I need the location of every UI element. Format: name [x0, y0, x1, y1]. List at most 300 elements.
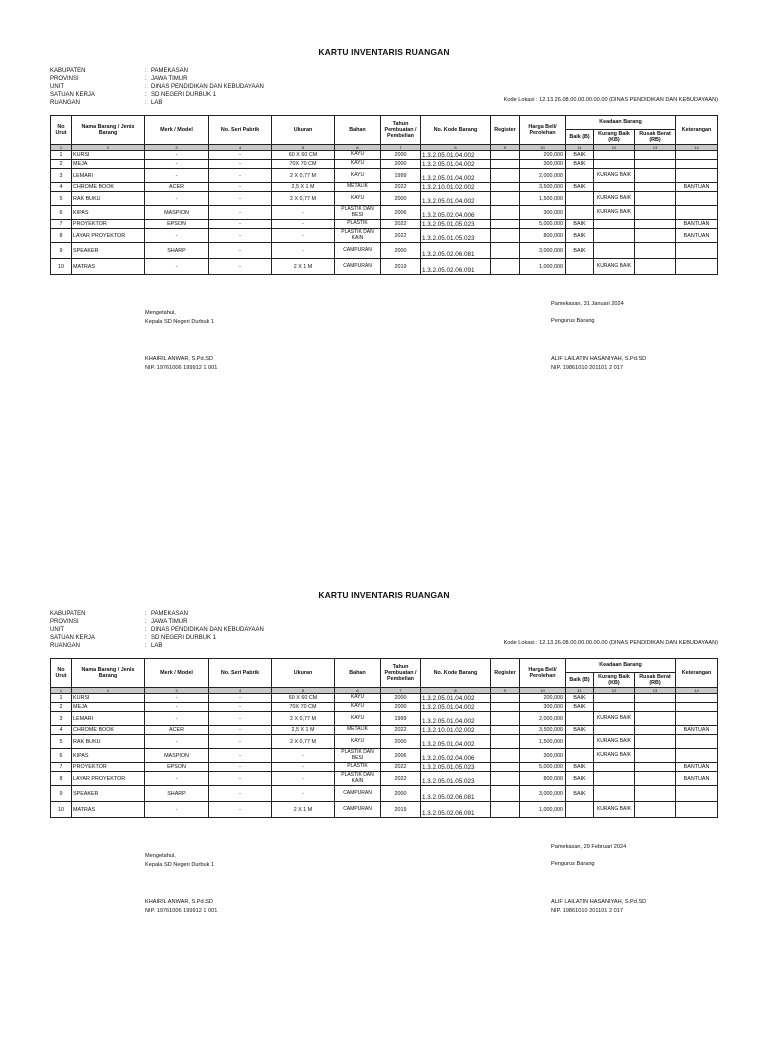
header-merk: Merk / Model: [145, 659, 209, 688]
acknowledgement-label: [145, 309, 214, 326]
column-number: 1: [51, 145, 72, 151]
cell-register: [491, 183, 520, 192]
cell-kode-barang: 1.3.2.05.01.05.023: [421, 229, 491, 243]
cell-kurang-baik: [594, 220, 635, 229]
pengurus-name: ALIF LAILATIN HASANIYAH, S.Pd.SD: [551, 899, 647, 905]
cell-no: 3: [51, 169, 72, 183]
cell-rusak-berat: [635, 192, 676, 206]
cell-kurang-baik: KURANG BAIK: [594, 802, 635, 818]
table-row: [51, 183, 718, 192]
info-row: [50, 642, 264, 650]
cell-kode-barang: 1.3.2.05.01.04.002: [421, 694, 491, 703]
cell-kurang-baik: KURANG BAIK: [594, 735, 635, 749]
cell-nama-barang: PROYEKTOR: [72, 220, 145, 229]
column-number: 11: [566, 145, 594, 151]
info-label: KABUPATEN: [50, 611, 86, 617]
column-number: 6: [335, 688, 381, 694]
info-row: [50, 83, 264, 91]
info-value: JAWA TIMUR: [151, 619, 188, 626]
header-merk: Merk / Model: [145, 116, 209, 145]
cell-merk: -: [145, 703, 209, 712]
cell-no: 10: [51, 802, 72, 818]
card-title: KARTU INVENTARIS RUANGAN: [318, 47, 450, 57]
table-row: [51, 206, 718, 220]
cell-harga: 200,000: [520, 694, 566, 703]
table-row: [51, 192, 718, 206]
cell-merk: -: [145, 151, 209, 160]
cell-rusak-berat: [635, 735, 676, 749]
header-ukuran: Ukuran: [272, 659, 335, 688]
cell-harga: 300,000: [520, 703, 566, 712]
cell-tahun: 2022: [381, 220, 421, 229]
header-no-urut: No Urut: [51, 659, 72, 688]
cell-no: 4: [51, 183, 72, 192]
info-separator: :: [145, 643, 147, 650]
cell-kurang-baik: [594, 229, 635, 243]
table-row: [51, 712, 718, 726]
cell-tahun: 2019: [381, 802, 421, 818]
cell-kode-barang: 1.3.2.05.01.05.023: [421, 220, 491, 229]
cell-no-seri: -: [209, 259, 272, 275]
kepala-name: KHAIRIL ANWAR, S.Pd.SD: [145, 899, 213, 905]
cell-ukuran: 2,5 X 1 M: [272, 726, 335, 735]
cell-kode-barang: 1.3.2.05.01.05.023: [421, 763, 491, 772]
cell-tahun: 2000: [381, 694, 421, 703]
cell-kode-barang: 1.3.2.05.01.04.002: [421, 735, 491, 749]
column-number: 9: [491, 688, 520, 694]
info-value: JAWA TIMUR: [151, 76, 188, 83]
place-date: Pamekasan, 31 Januari 2024: [551, 301, 624, 307]
cell-no-seri: -: [209, 712, 272, 726]
cell-merk: ACER: [145, 726, 209, 735]
cell-bahan: KAYU: [335, 160, 381, 169]
info-row: [50, 67, 264, 75]
cell-ukuran: 2 X 1 M: [272, 259, 335, 275]
table-row: [51, 220, 718, 229]
cell-bahan: CAMPURAN: [335, 802, 381, 818]
cell-bahan: CAMPURAN: [335, 786, 381, 802]
column-number: 10: [520, 145, 566, 151]
header-keterangan: Keterangan: [676, 659, 718, 688]
table-row: [51, 802, 718, 818]
cell-register: [491, 802, 520, 818]
table-row: [51, 151, 718, 160]
cell-bahan: KAYU: [335, 712, 381, 726]
column-number: 14: [676, 145, 718, 151]
cell-no-seri: -: [209, 786, 272, 802]
cell-kurang-baik: [594, 786, 635, 802]
info-label: KABUPATEN: [50, 68, 86, 74]
cell-no: 10: [51, 259, 72, 275]
cell-merk: -: [145, 735, 209, 749]
cell-baik: BAIK: [566, 763, 594, 772]
cell-keterangan: [676, 259, 718, 275]
cell-rusak-berat: [635, 712, 676, 726]
cell-keterangan: [676, 206, 718, 220]
cell-ukuran: 70X 70 CM: [272, 703, 335, 712]
header-register: Register: [491, 116, 520, 145]
info-separator: :: [145, 627, 147, 634]
cell-kode-barang: 1.3.2.10.01.02.002: [421, 726, 491, 735]
cell-no: 4: [51, 726, 72, 735]
cell-baik: BAIK: [566, 772, 594, 786]
info-label: UNIT: [50, 627, 64, 634]
cell-merk: EPSON: [145, 220, 209, 229]
cell-no-seri: -: [209, 243, 272, 259]
cell-no-seri: -: [209, 802, 272, 818]
info-separator: :: [145, 611, 147, 617]
cell-no-seri: -: [209, 229, 272, 243]
cell-nama-barang: LEMARI: [72, 169, 145, 183]
cell-keterangan: [676, 712, 718, 726]
cell-bahan: PLASTIK DAN KAIN: [335, 229, 381, 243]
info-label: SATUAN KERJA: [50, 635, 95, 642]
header-keterangan: Keterangan: [676, 116, 718, 145]
column-number: 5: [272, 145, 335, 151]
column-number: 5: [272, 688, 335, 694]
column-number: 8: [421, 688, 491, 694]
pengurus-title: Pengurus Barang: [551, 318, 595, 324]
column-number: 7: [381, 688, 421, 694]
kepala-signature: [145, 898, 217, 915]
header-info: [50, 67, 264, 107]
table-row: [51, 703, 718, 712]
column-number: 11: [566, 688, 594, 694]
header-tahun: Tahun Pembuatan / Pembelian: [381, 116, 421, 145]
cell-no-seri: -: [209, 694, 272, 703]
column-number: 2: [72, 688, 145, 694]
cell-ukuran: -: [272, 206, 335, 220]
table-body: [51, 694, 718, 818]
cell-register: [491, 220, 520, 229]
column-number: 10: [520, 688, 566, 694]
cell-kode-barang: 1.3.2.05.02.04.006: [421, 749, 491, 763]
cell-harga: 3,500,000: [520, 183, 566, 192]
column-number: 13: [635, 688, 676, 694]
acknowledgement-label: [145, 852, 214, 869]
cell-register: [491, 160, 520, 169]
cell-baik: [566, 169, 594, 183]
cell-rusak-berat: [635, 763, 676, 772]
cell-kode-barang: 1.3.2.05.02.06.091: [421, 259, 491, 275]
header-rusak-berat: Rusak Berat (RB): [635, 130, 676, 145]
cell-rusak-berat: [635, 802, 676, 818]
cell-keterangan: [676, 192, 718, 206]
cell-ukuran: 2 X 1 M: [272, 802, 335, 818]
cell-tahun: 2000: [381, 151, 421, 160]
info-row: [50, 75, 264, 83]
cell-kurang-baik: KURANG BAIK: [594, 192, 635, 206]
cell-no-seri: -: [209, 735, 272, 749]
cell-kurang-baik: [594, 243, 635, 259]
cell-bahan: CAMPURAN: [335, 243, 381, 259]
info-separator: :: [145, 68, 147, 74]
cell-harga: 1,000,000: [520, 802, 566, 818]
header-kurang-baik: Kurang Baik (KB): [594, 130, 635, 145]
cell-nama-barang: MATRAS: [72, 259, 145, 275]
cell-tahun: 2006: [381, 206, 421, 220]
cell-bahan: METALIK: [335, 726, 381, 735]
table-row: [51, 694, 718, 703]
header-info: [50, 610, 264, 650]
cell-register: [491, 786, 520, 802]
cell-merk: -: [145, 259, 209, 275]
cell-harga: 3,000,000: [520, 786, 566, 802]
cell-harga: 3,500,000: [520, 726, 566, 735]
cell-kode-barang: 1.3.2.05.02.06.091: [421, 802, 491, 818]
cell-harga: 300,000: [520, 749, 566, 763]
cell-baik: [566, 259, 594, 275]
info-row: [50, 610, 264, 618]
cell-keterangan: [676, 786, 718, 802]
cell-register: [491, 726, 520, 735]
cell-tahun: 2000: [381, 192, 421, 206]
cell-harga: 800,000: [520, 229, 566, 243]
column-number: 2: [72, 145, 145, 151]
cell-bahan: KAYU: [335, 169, 381, 183]
info-row: [50, 634, 264, 642]
cell-keterangan: BANTUAN: [676, 229, 718, 243]
cell-baik: [566, 802, 594, 818]
cell-merk: MASPION: [145, 206, 209, 220]
column-number: 4: [209, 688, 272, 694]
kepala-title: Kepala SD Negeri Durbuk 1: [145, 861, 215, 868]
cell-no-seri: -: [209, 703, 272, 712]
cell-bahan: CAMPURAN: [335, 259, 381, 275]
cell-kurang-baik: [594, 694, 635, 703]
cell-keterangan: BANTUAN: [676, 183, 718, 192]
header-harga: Harga Beli/ Perolehan: [520, 116, 566, 145]
place-date: Pamekasan, 29 Februari 2024: [551, 844, 627, 850]
cell-tahun: 1999: [381, 169, 421, 183]
column-number: 8: [421, 145, 491, 151]
table-row: [51, 726, 718, 735]
cell-kurang-baik: [594, 772, 635, 786]
cell-kurang-baik: [594, 183, 635, 192]
cell-no-seri: -: [209, 726, 272, 735]
cell-baik: BAIK: [566, 183, 594, 192]
cell-baik: [566, 749, 594, 763]
cell-bahan: PLASTIK: [335, 220, 381, 229]
cell-no: 6: [51, 206, 72, 220]
header-bahan: Bahan: [335, 116, 381, 145]
pengurus-name: ALIF LAILATIN HASANIYAH, S.Pd.SD: [551, 356, 647, 362]
header-no-seri: No. Seri Pabrik: [209, 116, 272, 145]
info-label: UNIT: [50, 84, 64, 91]
cell-no: 7: [51, 763, 72, 772]
cell-register: [491, 259, 520, 275]
cell-register: [491, 169, 520, 183]
cell-baik: BAIK: [566, 786, 594, 802]
cell-nama-barang: KIPAS: [72, 206, 145, 220]
cell-tahun: 2022: [381, 726, 421, 735]
cell-bahan: KAYU: [335, 703, 381, 712]
cell-kode-barang: 1.3.2.05.02.06.081: [421, 243, 491, 259]
cell-harga: 1,000,000: [520, 259, 566, 275]
table-row: [51, 169, 718, 183]
cell-tahun: 1999: [381, 712, 421, 726]
cell-harga: 1,500,000: [520, 735, 566, 749]
cell-merk: -: [145, 229, 209, 243]
cell-no: 5: [51, 192, 72, 206]
cell-rusak-berat: [635, 169, 676, 183]
cell-keterangan: [676, 694, 718, 703]
cell-harga: 5,000,000: [520, 220, 566, 229]
info-label: RUANGAN: [50, 100, 81, 107]
cell-register: [491, 712, 520, 726]
cell-register: [491, 763, 520, 772]
header-bahan: Bahan: [335, 659, 381, 688]
cell-ukuran: -: [272, 763, 335, 772]
info-row: [50, 99, 264, 107]
kepala-signature: [145, 355, 217, 372]
inventory-table: [50, 115, 718, 275]
info-value: SD NEGERI DURBUK 1: [151, 635, 217, 642]
cell-register: [491, 694, 520, 703]
cell-register: [491, 735, 520, 749]
cell-merk: SHARP: [145, 786, 209, 802]
cell-kurang-baik: [594, 160, 635, 169]
cell-nama-barang: LEMARI: [72, 712, 145, 726]
cell-merk: -: [145, 169, 209, 183]
cell-merk: MASPION: [145, 749, 209, 763]
column-number: 7: [381, 145, 421, 151]
pengurus-nip: NIP. 19861010 201101 2 017: [551, 364, 623, 371]
info-value: LAB: [151, 643, 163, 650]
cell-kode-barang: 1.3.2.05.01.04.002: [421, 192, 491, 206]
column-number: 3: [145, 145, 209, 151]
cell-keterangan: BANTUAN: [676, 220, 718, 229]
cell-register: [491, 151, 520, 160]
info-separator: :: [145, 76, 147, 83]
info-value: LAB: [151, 100, 163, 107]
header-keadaan-barang: Keadaan Barang: [566, 116, 676, 130]
cell-bahan: PLASTIK: [335, 763, 381, 772]
cell-tahun: 2022: [381, 229, 421, 243]
cell-keterangan: BANTUAN: [676, 772, 718, 786]
cell-baik: [566, 712, 594, 726]
cell-nama-barang: MEJA: [72, 703, 145, 712]
cell-rusak-berat: [635, 160, 676, 169]
header-keadaan-barang: Keadaan Barang: [566, 659, 676, 673]
cell-keterangan: [676, 802, 718, 818]
cell-merk: -: [145, 192, 209, 206]
cell-no-seri: -: [209, 151, 272, 160]
cell-ukuran: 2 X 0,77 M: [272, 169, 335, 183]
cell-nama-barang: LAYAR PROYEKTOR: [72, 229, 145, 243]
cell-no-seri: -: [209, 220, 272, 229]
cell-register: [491, 206, 520, 220]
cell-merk: -: [145, 694, 209, 703]
cell-bahan: PLASTIK DAN KAIN: [335, 772, 381, 786]
cell-rusak-berat: [635, 726, 676, 735]
table-row: [51, 749, 718, 763]
header-ukuran: Ukuran: [272, 116, 335, 145]
cell-harga: 2,000,000: [520, 169, 566, 183]
pengurus-title: Pengurus Barang: [551, 861, 595, 867]
cell-keterangan: [676, 749, 718, 763]
kepala-nip: NIP. 19761006 199912 1 001: [145, 907, 218, 914]
info-value: SD NEGERI DURBUK 1: [151, 92, 217, 99]
cell-no: 9: [51, 243, 72, 259]
cell-ukuran: 60 X 60 CM: [272, 694, 335, 703]
mengetahui-text: Mengetahui,: [145, 310, 176, 316]
cell-harga: 200,000: [520, 151, 566, 160]
cell-merk: SHARP: [145, 243, 209, 259]
cell-kode-barang: 1.3.2.05.01.04.002: [421, 712, 491, 726]
cell-kode-barang: 1.3.2.05.01.04.002: [421, 151, 491, 160]
cell-kode-barang: 1.3.2.05.02.04.006: [421, 206, 491, 220]
cell-nama-barang: CHROME BOOK: [72, 726, 145, 735]
header-baik: Baik (B): [566, 130, 594, 145]
cell-kode-barang: 1.3.2.05.01.04.002: [421, 169, 491, 183]
info-separator: :: [145, 619, 147, 626]
cell-ukuran: -: [272, 786, 335, 802]
cell-baik: BAIK: [566, 703, 594, 712]
cell-rusak-berat: [635, 220, 676, 229]
cell-tahun: 2000: [381, 786, 421, 802]
cell-no: 1: [51, 151, 72, 160]
cell-nama-barang: CHROME BOOK: [72, 183, 145, 192]
cell-baik: BAIK: [566, 726, 594, 735]
cell-nama-barang: SPEAKER: [72, 243, 145, 259]
info-value: DINAS PENDIDIKAN DAN KEBUDAYAAN: [151, 84, 264, 91]
cell-baik: BAIK: [566, 160, 594, 169]
cell-register: [491, 749, 520, 763]
column-number: 3: [145, 688, 209, 694]
info-separator: :: [145, 84, 147, 91]
header-no-urut: No Urut: [51, 116, 72, 145]
cell-kurang-baik: [594, 151, 635, 160]
table-row: [51, 160, 718, 169]
cell-no: 2: [51, 703, 72, 712]
cell-no: 7: [51, 220, 72, 229]
cell-kode-barang: 1.3.2.05.01.04.002: [421, 160, 491, 169]
cell-kurang-baik: KURANG BAIK: [594, 169, 635, 183]
cell-ukuran: -: [272, 220, 335, 229]
cell-ukuran: 2 X 0,77 M: [272, 735, 335, 749]
cell-baik: [566, 206, 594, 220]
cell-rusak-berat: [635, 772, 676, 786]
kepala-nip: NIP. 19761006 199912 1 001: [145, 364, 218, 371]
cell-no-seri: -: [209, 749, 272, 763]
cell-kurang-baik: KURANG BAIK: [594, 259, 635, 275]
cell-register: [491, 703, 520, 712]
cell-rusak-berat: [635, 183, 676, 192]
cell-tahun: 2006: [381, 749, 421, 763]
cell-no-seri: -: [209, 763, 272, 772]
cell-nama-barang: RAK BUKU: [72, 192, 145, 206]
cell-kurang-baik: KURANG BAIK: [594, 749, 635, 763]
cell-rusak-berat: [635, 694, 676, 703]
kepala-title: Kepala SD Negeri Durbuk 1: [145, 318, 215, 325]
info-label: SATUAN KERJA: [50, 92, 95, 99]
cell-harga: 800,000: [520, 772, 566, 786]
mengetahui-text: Mengetahui,: [145, 853, 176, 859]
table-row: [51, 763, 718, 772]
cell-rusak-berat: [635, 151, 676, 160]
cell-kurang-baik: [594, 726, 635, 735]
cell-nama-barang: PROYEKTOR: [72, 763, 145, 772]
cell-rusak-berat: [635, 749, 676, 763]
header-nama-barang: Nama Barang / Jenis Barang: [72, 659, 145, 688]
cell-bahan: KAYU: [335, 192, 381, 206]
cell-bahan: PLASTIK DAN BESI: [335, 206, 381, 220]
cell-nama-barang: MATRAS: [72, 802, 145, 818]
cell-register: [491, 772, 520, 786]
cell-tahun: 2022: [381, 763, 421, 772]
location-code: Kode Lokasi : 12.13.26.08.00.00.00.00.00 (DINAS PENDIDIKAN DAN KEBUDAYAAN): [503, 97, 718, 103]
